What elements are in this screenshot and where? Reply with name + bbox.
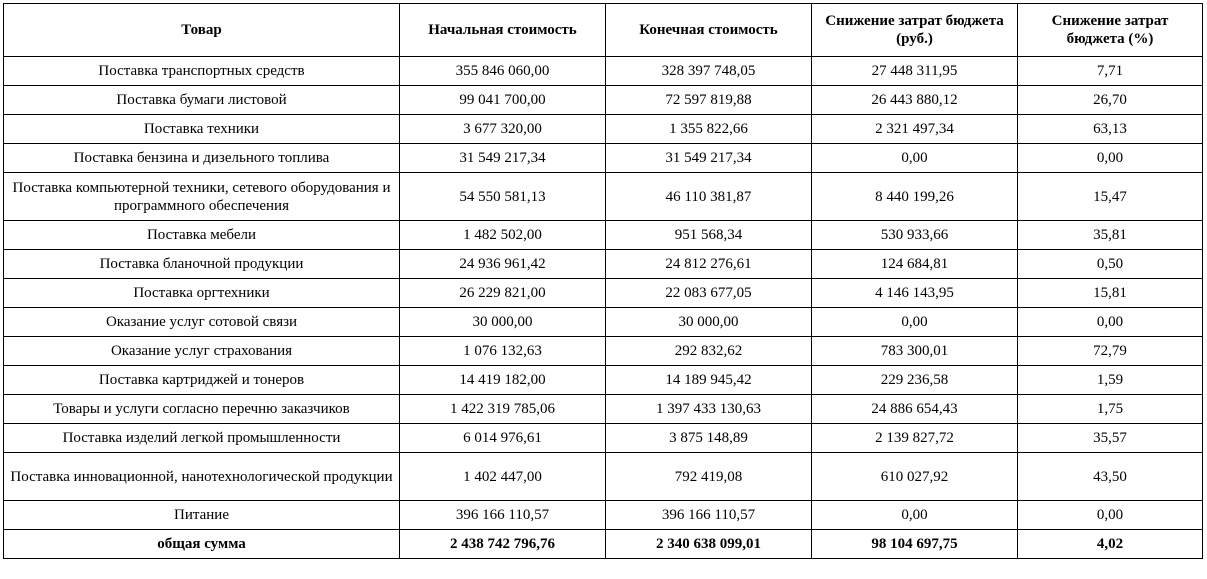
cell-saving-rub: 8 440 199,26 <box>812 173 1018 221</box>
cell-final-cost: 14 189 945,42 <box>606 366 812 395</box>
cell-product: Поставка техники <box>4 115 400 144</box>
cell-final-cost: 1 355 822,66 <box>606 115 812 144</box>
cell-product: Поставка инновационной, нанотехнологической продукции <box>4 453 400 501</box>
cell-product: Поставка бланочной продукции <box>4 250 400 279</box>
cell-final-cost: 1 397 433 130,63 <box>606 395 812 424</box>
table-row <box>4 221 1203 250</box>
table-row <box>4 173 1203 221</box>
cell-saving-rub: 530 933,66 <box>812 221 1018 250</box>
cell-final-cost: 292 832,62 <box>606 337 812 366</box>
table-row <box>4 337 1203 366</box>
cell-final-cost: 31 549 217,34 <box>606 144 812 173</box>
cell-initial-cost: 99 041 700,00 <box>400 86 606 115</box>
table-row <box>4 86 1203 115</box>
cell-product: Оказание услуг страхования <box>4 337 400 366</box>
table-row <box>4 366 1203 395</box>
cell-initial-cost: 14 419 182,00 <box>400 366 606 395</box>
cell-product: Поставка бензина и дизельного топлива <box>4 144 400 173</box>
cell-saving-pct: 35,57 <box>1018 424 1203 453</box>
cell-saving-pct: 35,81 <box>1018 221 1203 250</box>
cell-saving-rub: 2 321 497,34 <box>812 115 1018 144</box>
total-row <box>4 530 1203 559</box>
header-saving-pct: Снижение затрат бюджета (%) <box>1018 4 1203 57</box>
total-saving-pct: 4,02 <box>1018 530 1203 559</box>
table-row <box>4 424 1203 453</box>
table-header-row <box>4 4 1203 57</box>
cell-saving-pct: 26,70 <box>1018 86 1203 115</box>
cell-saving-rub: 783 300,01 <box>812 337 1018 366</box>
cell-product: Поставка мебели <box>4 221 400 250</box>
cell-saving-pct: 0,00 <box>1018 501 1203 530</box>
cell-final-cost: 951 568,34 <box>606 221 812 250</box>
cell-initial-cost: 24 936 961,42 <box>400 250 606 279</box>
table-body <box>4 57 1203 559</box>
cell-saving-rub: 26 443 880,12 <box>812 86 1018 115</box>
total-final-cost: 2 340 638 099,01 <box>606 530 812 559</box>
cell-saving-pct: 1,75 <box>1018 395 1203 424</box>
cell-saving-rub: 0,00 <box>812 144 1018 173</box>
cell-saving-rub: 229 236,58 <box>812 366 1018 395</box>
cell-saving-rub: 4 146 143,95 <box>812 279 1018 308</box>
cell-saving-rub: 0,00 <box>812 308 1018 337</box>
total-label: общая сумма <box>4 530 400 559</box>
cell-saving-rub: 24 886 654,43 <box>812 395 1018 424</box>
budget-savings-table <box>3 3 1203 559</box>
header-initial-cost: Начальная стоимость <box>400 4 606 57</box>
cell-product: Поставка компьютерной техники, сетевого оборудования и программного обеспечения <box>4 173 400 221</box>
cell-initial-cost: 355 846 060,00 <box>400 57 606 86</box>
cell-product: Товары и услуги согласно перечню заказчиков <box>4 395 400 424</box>
cell-saving-rub: 0,00 <box>812 501 1018 530</box>
cell-initial-cost: 54 550 581,13 <box>400 173 606 221</box>
cell-saving-rub: 124 684,81 <box>812 250 1018 279</box>
cell-final-cost: 3 875 148,89 <box>606 424 812 453</box>
cell-initial-cost: 6 014 976,61 <box>400 424 606 453</box>
cell-product: Поставка изделий легкой промышленности <box>4 424 400 453</box>
cell-saving-pct: 0,00 <box>1018 144 1203 173</box>
cell-initial-cost: 1 482 502,00 <box>400 221 606 250</box>
cell-product: Поставка оргтехники <box>4 279 400 308</box>
table-row <box>4 250 1203 279</box>
cell-product: Поставка картриджей и тонеров <box>4 366 400 395</box>
cell-final-cost: 24 812 276,61 <box>606 250 812 279</box>
table-row <box>4 453 1203 501</box>
table-row <box>4 308 1203 337</box>
cell-saving-pct: 1,59 <box>1018 366 1203 395</box>
cell-initial-cost: 396 166 110,57 <box>400 501 606 530</box>
cell-saving-pct: 0,50 <box>1018 250 1203 279</box>
cell-product: Питание <box>4 501 400 530</box>
cell-initial-cost: 26 229 821,00 <box>400 279 606 308</box>
header-saving-rub: Снижение затрат бюджета (руб.) <box>812 4 1018 57</box>
header-final-cost: Конечная стоимость <box>606 4 812 57</box>
cell-saving-pct: 7,71 <box>1018 57 1203 86</box>
total-saving-rub: 98 104 697,75 <box>812 530 1018 559</box>
cell-saving-pct: 63,13 <box>1018 115 1203 144</box>
table-row <box>4 57 1203 86</box>
table-row <box>4 115 1203 144</box>
total-initial-cost: 2 438 742 796,76 <box>400 530 606 559</box>
table-row <box>4 279 1203 308</box>
cell-final-cost: 328 397 748,05 <box>606 57 812 86</box>
table-row <box>4 501 1203 530</box>
cell-saving-pct: 15,81 <box>1018 279 1203 308</box>
cell-initial-cost: 3 677 320,00 <box>400 115 606 144</box>
cell-final-cost: 72 597 819,88 <box>606 86 812 115</box>
cell-saving-pct: 15,47 <box>1018 173 1203 221</box>
cell-initial-cost: 1 422 319 785,06 <box>400 395 606 424</box>
cell-saving-rub: 2 139 827,72 <box>812 424 1018 453</box>
cell-final-cost: 46 110 381,87 <box>606 173 812 221</box>
cell-saving-pct: 72,79 <box>1018 337 1203 366</box>
cell-product: Поставка транспортных средств <box>4 57 400 86</box>
cell-final-cost: 396 166 110,57 <box>606 501 812 530</box>
table-row <box>4 395 1203 424</box>
cell-final-cost: 30 000,00 <box>606 308 812 337</box>
cell-initial-cost: 1 402 447,00 <box>400 453 606 501</box>
cell-initial-cost: 30 000,00 <box>400 308 606 337</box>
cell-saving-rub: 610 027,92 <box>812 453 1018 501</box>
cell-saving-pct: 43,50 <box>1018 453 1203 501</box>
cell-saving-pct: 0,00 <box>1018 308 1203 337</box>
table-row <box>4 144 1203 173</box>
cell-final-cost: 22 083 677,05 <box>606 279 812 308</box>
cell-product: Поставка бумаги листовой <box>4 86 400 115</box>
cell-product: Оказание услуг сотовой связи <box>4 308 400 337</box>
cell-final-cost: 792 419,08 <box>606 453 812 501</box>
cell-initial-cost: 1 076 132,63 <box>400 337 606 366</box>
cell-initial-cost: 31 549 217,34 <box>400 144 606 173</box>
cell-saving-rub: 27 448 311,95 <box>812 57 1018 86</box>
header-product: Товар <box>4 4 400 57</box>
